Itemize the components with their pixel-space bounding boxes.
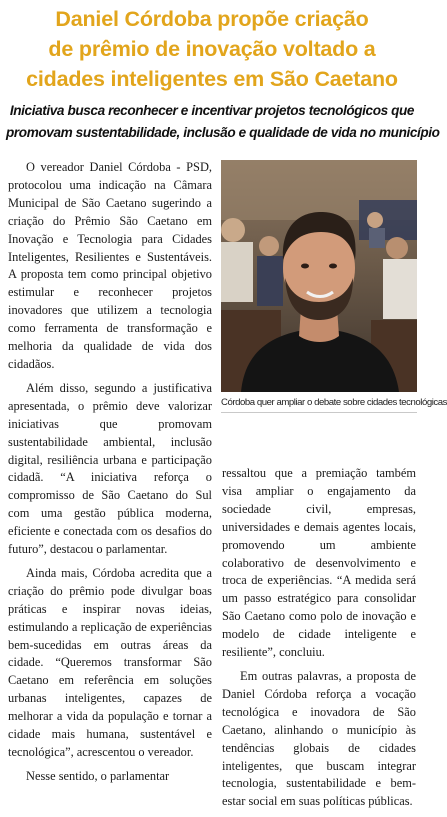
article-paragraph-2: Além disso, segundo a justificativa apresentada, o prêmio deve valorizar iniciativas que promovam sustentabilidade ambiental, inclusão digital, resiliência urbana e participação cidadã. “A iniciativa reforça o compromisso de São Caetano do Sul com uma gestão pública moderna, eficiente e conectada com os desafios do futuro”, destacou o parlamentar. xyxy=(8,380,212,557)
subheadline-line-2: promovam sustentabilidade, inclusão e qualidade de vida no município xyxy=(6,125,440,140)
headline-line-2: de prêmio de inovação voltado a xyxy=(48,37,376,61)
article-paragraph-5: Em outras palavras, a proposta de Daniel Córdoba reforça a vocação tecnológica e inovadora de São Caetano, alinhando o município às tendências globais de cidades inteligentes, que buscam integrar tecnologia, sustentabilidade e bem-estar social em suas políticas públicas. xyxy=(222,668,416,809)
article-photo xyxy=(221,160,417,392)
article-column-right xyxy=(222,465,416,817)
article-paragraph-1: O vereador Daniel Córdoba - PSD, protocolou uma indicação na Câmara Municipal de São Caetano sugerindo a criação do Prêmio São Caetano em Inovação e Tecnologia para Cidades Inteligentes, Resilientes e Sustentáveis. A proposta tem como principal objetivo estimular e reconhecer projetos inovadores que utilizem a tecnologia como ferramenta de transformação e melhoria da qualidade de vida dos cidadãos. xyxy=(8,160,212,371)
headline xyxy=(6,4,418,94)
caption-divider xyxy=(221,412,417,413)
portrait-illustration xyxy=(221,160,417,392)
photo-caption: Córdoba quer ampliar o debate sobre cidades tecnológicas xyxy=(221,397,447,408)
article-column-left xyxy=(8,159,212,792)
subheadline xyxy=(6,100,440,144)
article-paragraph-4: Nesse sentido, o parlamentar xyxy=(26,768,170,783)
headline-line-3: cidades inteligentes em São Caetano xyxy=(26,67,398,91)
subheadline-line-1: Iniciativa busca reconhecer e incentivar projetos tecnológicos que xyxy=(9,103,415,118)
article-paragraph-4-continued: ressaltou que a premiação também visa ampliar o engajamento da sociedade civil, empresas, universidades e demais agentes locais, promovendo um ambiente colaborativo de desenvolvimento e troca de experiências. “A medida será um passo estratégico para consolidar São Caetano como polo de inovação e modelo de cidade inteligente e resiliente”, concluiu. xyxy=(222,466,416,660)
headline-line-1: Daniel Córdoba propõe criação xyxy=(55,7,369,31)
article-paragraph-3: Ainda mais, Córdoba acredita que a criação do prêmio pode divulgar boas práticas e inspirar novas ideias, estimulando a replicação de experiências bem-sucedidas em outras áreas da cidade. “Queremos transformar São Caetano em referência em soluções urbanas inteligentes, capazes de melhorar a vida da população e tornar a cidade mais humana, sustentável e tecnológica”, acrescentou o vereador. xyxy=(8,565,212,759)
